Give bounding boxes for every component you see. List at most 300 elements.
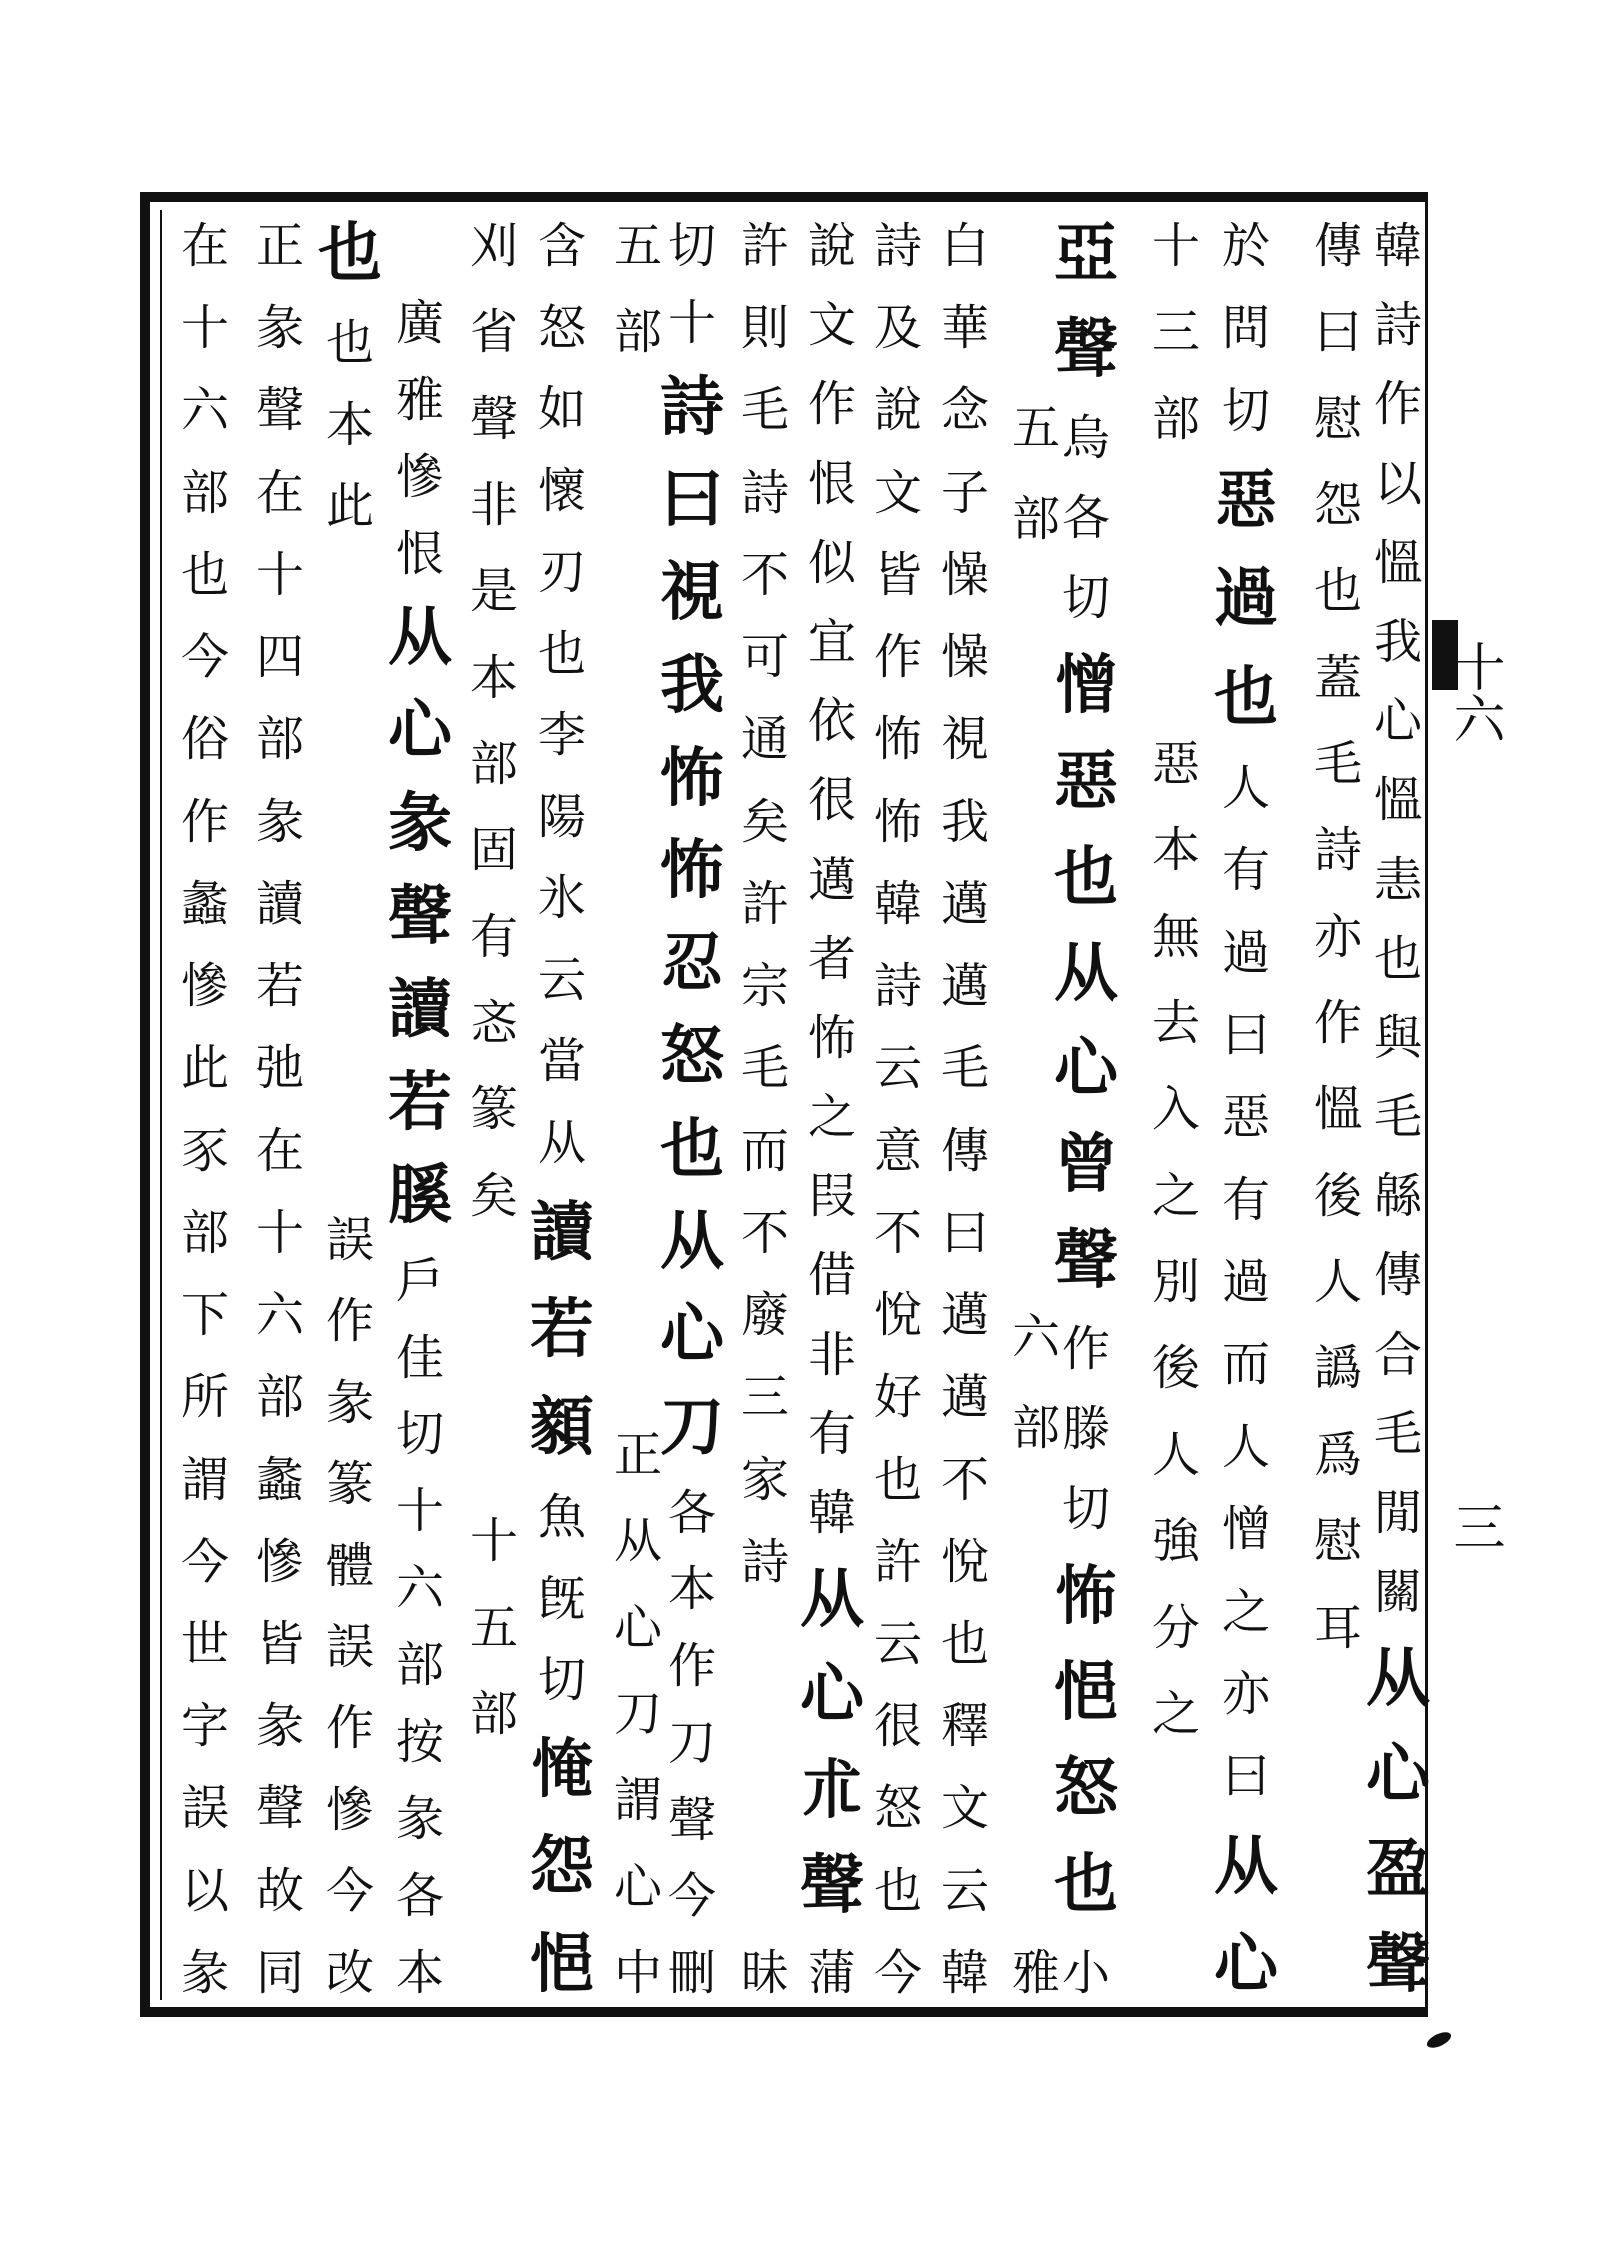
text-glyph: 五 [469,1599,518,1656]
text-glyph: 陽 [537,788,586,845]
text-glyph: 也 [180,546,229,603]
text-glyph: 懷 [537,462,586,519]
text-glyph: 釋 [940,1698,989,1755]
text-glyph: 入 [1151,1081,1200,1138]
text-glyph: 曰 [1313,304,1362,361]
text-glyph: 各 [395,1867,444,1924]
text-column [170,218,240,2001]
text-glyph: 怖 [873,711,922,768]
text-glyph: 詩 [1313,822,1362,879]
text-glyph [614,1258,662,1306]
text-glyph: 六 [255,1287,304,1344]
text-glyph: 合 [1373,1326,1422,1383]
text-glyph: 視 [660,555,724,630]
text-glyph: 三 [1151,304,1200,361]
margin-mark-bottom: 三 [1444,1500,1504,1552]
text-glyph: 悒 [1054,1655,1118,1730]
text-glyph: 無 [1151,908,1200,965]
text-glyph: 恚 [1373,851,1422,908]
text-glyph: 心 [613,1858,662,1915]
text-glyph: 邁 [940,1287,989,1344]
text-glyph: 刪 [667,1945,716,2001]
text-glyph [1012,1858,1060,1906]
text-glyph [614,1344,662,1392]
text-glyph: 各 [667,1484,716,1541]
text-glyph: 慘 [325,1781,374,1838]
text-glyph: 部 [613,304,662,361]
text-glyph: 借 [807,1247,856,1304]
text-glyph: 昧 [740,1944,789,2001]
text-glyph: 怒 [537,299,586,356]
text-glyph [1152,1863,1200,1911]
text-glyph: 韓 [807,1485,856,1541]
text-column [315,216,385,2001]
seal-glyph: 惡 [1215,463,1277,539]
text-glyph: 曰 [660,462,724,538]
text-glyph: 邁 [940,958,989,1015]
text-glyph: 誤 [325,1618,374,1675]
text-glyph: 皆 [873,546,922,603]
text-glyph: 則 [740,300,789,357]
text-column [1141,218,1211,1997]
text-glyph: 慘 [255,1533,304,1590]
text-glyph: 十 [1151,218,1200,274]
text-glyph: 也 [1313,563,1362,620]
text-glyph: 也 [873,1451,922,1508]
text-glyph [1012,313,1060,361]
text-glyph [470,1258,518,1306]
text-glyph: 十 [395,1483,444,1540]
text-glyph: 字 [180,1698,229,1755]
text-glyph: 六 [395,1560,444,1617]
text-glyph: 華 [940,300,989,357]
text-glyph: 毛 [1373,1405,1422,1462]
text-glyph: 閒 [1373,1485,1422,1541]
text-glyph: 若 [388,1064,452,1140]
text-glyph [326,971,374,1019]
text-glyph: 本 [325,396,374,453]
text-glyph: 怨 [1313,477,1362,534]
text-glyph: 若 [530,1292,594,1368]
text-glyph: 詩 [660,369,724,445]
text-glyph: 戶 [395,1252,444,1309]
text-glyph: 在 [180,218,229,274]
text-glyph: 悅 [940,1533,989,1590]
text-glyph: 今 [873,1944,922,2001]
text-glyph: 過 [1214,561,1278,637]
text-glyph: 詩 [873,218,922,274]
text-column [863,218,933,2001]
text-glyph: 矣 [469,1167,518,1224]
text-glyph: 小 [1061,1944,1110,2001]
text-glyph [470,1863,518,1911]
text-glyph: 是 [469,563,518,620]
text-glyph: 忞 [469,995,518,1052]
text-glyph [614,654,662,702]
text-glyph: 作 [1061,1321,1110,1378]
text-glyph: 念 [940,382,989,439]
text-glyph: 作 [873,629,922,686]
text-glyph: 與 [1373,1009,1422,1066]
text-glyph: 部 [255,1369,304,1426]
text-glyph [614,395,662,443]
text-glyph: 在 [255,1122,304,1179]
text-glyph: 滕 [1061,1401,1110,1458]
text-glyph: 心 [1366,1736,1430,1812]
text-glyph: 省 [469,304,518,361]
text-glyph: 六 [1011,1308,1060,1365]
text-glyph [1012,949,1060,997]
text-glyph: 作 [180,793,229,850]
text-glyph: 聲 [667,1791,716,1848]
text-glyph: 意 [873,1122,922,1179]
text-glyph: 詩 [1373,297,1422,354]
text-glyph: 曰 [1221,1007,1270,1064]
text-glyph: 誤 [325,1211,374,1268]
text-glyph [1314,1690,1362,1738]
text-glyph: 心 [1214,1926,1278,2002]
text-glyph: 部 [469,736,518,793]
text-glyph: 曰 [940,1204,989,1261]
text-glyph: 也 [1373,930,1422,987]
text-glyph [614,740,662,788]
text-glyph: 慰 [1313,1513,1362,1570]
text-glyph: 故 [255,1862,304,1919]
text-glyph: 彖 [395,1790,444,1847]
text-glyph: 雅 [395,371,444,428]
text-glyph: 非 [807,1326,856,1383]
text-glyph [1012,767,1060,815]
text-glyph: 不 [940,1451,989,1508]
text-glyph: 廢 [740,1287,789,1344]
text-glyph: 不 [873,1204,922,1261]
text-glyph [326,1053,374,1101]
text-glyph [1012,1222,1060,1270]
text-glyph: 也 [873,1862,922,1919]
text-glyph: 李 [537,707,586,764]
text-glyph: 五 [1011,399,1060,456]
seal-glyph: 憎 [1055,647,1117,723]
text-glyph: 關 [1373,1564,1422,1621]
text-glyph: 緜 [1373,1168,1422,1225]
text-glyph: 顡 [530,1389,594,1465]
text-glyph: 子 [940,464,989,521]
text-glyph: 从 [1054,935,1118,1011]
text-column [1001,222,1071,2001]
text-glyph: 怖 [873,793,922,850]
text-glyph: 怨 [530,1829,594,1905]
text-glyph: 五 [613,218,662,274]
text-glyph: 傳 [1313,218,1362,274]
text-glyph: 云 [940,1862,989,1919]
text-glyph: 怖 [660,740,724,816]
text-glyph: 通 [740,711,789,768]
text-glyph: 烏 [1061,409,1110,466]
text-glyph: 篆 [469,1081,518,1138]
text-glyph: 心 [660,1297,724,1372]
text-glyph: 問 [1221,300,1270,357]
text-glyph: 固 [469,822,518,879]
text-glyph: 耳 [1313,1599,1362,1656]
text-glyph: 視 [940,711,989,768]
text-glyph: 从 [1366,1641,1430,1717]
text-glyph: 切 [395,1406,444,1463]
text-glyph: 刀 [613,1685,662,1742]
text-glyph [326,645,374,693]
text-glyph: 強 [1151,1513,1200,1570]
text-glyph [1012,1494,1060,1542]
text-glyph: 作 [667,1638,716,1694]
text-glyph: 聲 [1366,1926,1430,2002]
text-glyph: 也 [318,216,382,291]
text-glyph: 部 [255,711,304,768]
text-glyph: 去 [1151,995,1200,1052]
text-glyph: 俗 [180,711,229,768]
text-glyph: 此 [180,1040,229,1097]
text-glyph: 豕 [180,1122,229,1179]
text-glyph: 氷 [537,870,586,927]
text-glyph: 許 [740,218,789,274]
text-glyph [614,567,662,615]
text-glyph: 惡 [1221,1089,1270,1146]
text-glyph: 白 [940,218,989,274]
text-glyph: 十 [667,294,716,351]
text-glyph: 慍 [1313,1081,1362,1138]
text-glyph: 慰 [1313,390,1362,447]
text-glyph: 叚 [807,1168,856,1225]
text-glyph: 人 [1221,760,1270,817]
seal-glyph: 忍 [661,926,723,1001]
text-glyph: 聲 [1054,311,1118,387]
text-glyph: 切 [1221,382,1270,439]
text-glyph [1012,1040,1060,1088]
text-glyph: 本 [667,1561,716,1618]
text-glyph: 作 [325,1293,374,1350]
text-glyph: 从 [537,1115,586,1172]
text-glyph: 切 [537,1652,586,1709]
text-glyph: 部 [180,1204,229,1261]
text-glyph: 我 [940,793,989,850]
text-glyph: 有 [807,1405,856,1462]
text-glyph: 爲 [1313,1426,1362,1483]
text-glyph: 韓 [873,875,922,932]
text-glyph: 部 [469,1685,518,1742]
text-glyph: 含 [537,218,586,274]
text-glyph: 切 [667,218,716,274]
text-glyph: 彖 [255,1698,304,1755]
text-glyph: 懆 [940,629,989,686]
text-glyph: 過 [1221,924,1270,981]
text-glyph: 从 [800,1562,864,1638]
text-glyph: 毛 [740,382,789,439]
text-glyph: 聲 [388,879,452,955]
text-glyph [326,808,374,856]
text-glyph: 亞 [1054,216,1118,291]
text-glyph: 有 [469,908,518,965]
text-glyph: 在 [255,464,304,521]
text-glyph: 蠡 [255,1451,304,1508]
text-glyph [614,481,662,529]
ink-dot [1425,2029,1454,2051]
text-glyph: 彖 [325,1374,374,1431]
text-glyph [1152,1776,1200,1824]
text-glyph: 不 [740,546,789,603]
text-glyph [1012,222,1060,270]
text-glyph: 怖 [660,833,724,909]
text-glyph: 曾 [1054,1127,1118,1203]
text-glyph: 三 [740,1369,789,1426]
text-glyph [326,727,374,775]
text-glyph: 文 [873,464,922,521]
text-glyph [1012,1767,1060,1815]
text-glyph: 以 [180,1862,229,1919]
text-glyph: 家 [740,1451,789,1508]
text-glyph: 毛 [1313,736,1362,793]
text-glyph: 聲 [1054,1223,1118,1299]
text-glyph: 云 [537,951,586,1008]
text-glyph: 六 [180,382,229,439]
text-glyph: 文 [807,297,856,354]
text-glyph: 之 [807,1089,856,1146]
text-glyph: 心 [388,693,452,769]
text-glyph: 讀 [255,875,304,932]
text-glyph: 心 [1054,1031,1118,1107]
text-column [603,218,673,2001]
margin-mark-top: 十六 [1444,640,1504,744]
text-glyph: 詩 [740,1533,789,1590]
text-glyph [470,1776,518,1824]
text-glyph: 部 [1011,1399,1060,1456]
text-glyph: 及 [873,300,922,357]
text-glyph: 譌 [1313,1340,1362,1397]
text-glyph: 廣 [395,294,444,351]
text-glyph: 誤 [180,1780,229,1837]
text-glyph: 篆 [325,1456,374,1513]
text-column [527,218,597,2002]
text-glyph: 怒 [1054,1750,1118,1826]
text-glyph: 也 [325,315,374,372]
text-glyph: 也 [1054,839,1118,915]
text-glyph: 也 [660,1111,724,1187]
text-glyph: 膎 [388,1157,452,1233]
text-glyph: 邁 [807,851,856,908]
text-glyph: 我 [660,647,724,723]
text-glyph [741,1702,789,1750]
text-glyph: 曰 [1221,1748,1270,1805]
text-glyph: 恨 [395,525,444,582]
text-glyph: 云 [873,1615,922,1672]
seal-glyph: 㤿 [531,1731,593,1807]
text-glyph [614,826,662,874]
text-glyph [1314,1863,1362,1911]
text-column [245,218,315,2001]
text-glyph: 體 [325,1537,374,1594]
text-glyph: 亦 [1221,1665,1270,1722]
text-glyph: 皆 [255,1615,304,1672]
text-glyph [614,1085,662,1133]
text-glyph: 蓋 [1313,649,1362,706]
text-glyph: 之 [1151,1685,1200,1742]
text-glyph: 許 [873,1533,922,1590]
text-glyph [326,1134,374,1182]
text-glyph: 刈 [469,218,518,274]
text-glyph: 傳 [940,1122,989,1179]
text-glyph: 依 [807,693,856,750]
text-glyph: 四 [255,629,304,686]
text-glyph: 後 [1313,1167,1362,1224]
text-column [930,218,1000,2001]
text-glyph: 謂 [180,1451,229,1508]
text-glyph [1012,1676,1060,1724]
text-glyph: 很 [807,772,856,829]
text-glyph [741,1784,789,1832]
text-glyph [1012,676,1060,724]
text-glyph: 韓 [940,1944,989,2001]
text-glyph: 从 [1214,1828,1278,1904]
text-glyph: 人 [1151,1426,1200,1483]
text-glyph: 佳 [395,1329,444,1386]
text-glyph: 讀 [530,1194,594,1270]
text-glyph: 同 [255,1944,304,2001]
text-glyph: 按 [395,1714,444,1771]
text-column [1303,218,1373,1997]
text-glyph [1012,586,1060,634]
text-glyph: 彖 [255,793,304,850]
text-glyph: 部 [1151,390,1200,447]
text-glyph: 宗 [740,958,789,1015]
text-glyph [614,1172,662,1220]
text-glyph: 正 [613,1426,662,1483]
text-glyph: 十 [469,1513,518,1570]
text-glyph: 今 [325,1863,374,1920]
text-glyph: 作 [325,1700,374,1757]
text-glyph: 人 [1313,1254,1362,1311]
text-glyph: 當 [537,1033,586,1090]
text-glyph: 詩 [873,958,922,1015]
text-glyph: 部 [1011,490,1060,547]
text-glyph [741,1867,789,1915]
text-glyph: 我 [1373,613,1422,670]
text-glyph: 今 [180,1533,229,1590]
text-glyph: 本 [395,1944,444,2001]
text-glyph: 慘 [180,958,229,1015]
text-glyph: 今 [180,629,229,686]
text-glyph: 蠡 [180,875,229,932]
text-glyph: 本 [1151,822,1200,879]
text-glyph: 蒲 [807,1944,856,2001]
text-glyph: 惡 [1054,743,1118,819]
text-glyph: 雅 [1011,1944,1060,2001]
text-glyph: 中 [613,1944,662,2001]
text-glyph: 之 [1221,1583,1270,1640]
text-glyph [1152,654,1200,702]
text-glyph: 非 [469,477,518,534]
text-glyph [1314,1949,1362,1997]
text-glyph: 心 [613,1599,662,1656]
text-glyph [1012,858,1060,906]
text-glyph [326,890,374,938]
text-glyph: 部 [395,1637,444,1694]
seal-glyph: 怖 [1055,1559,1117,1635]
text-glyph: 說 [807,218,856,274]
text-glyph: 十 [255,546,304,603]
text-glyph: 以 [1373,455,1422,512]
text-glyph: 怒 [873,1780,922,1837]
text-glyph [1152,567,1200,615]
text-glyph [1012,1131,1060,1179]
text-glyph: 也 [1214,659,1278,735]
text-glyph: 十 [255,1204,304,1261]
